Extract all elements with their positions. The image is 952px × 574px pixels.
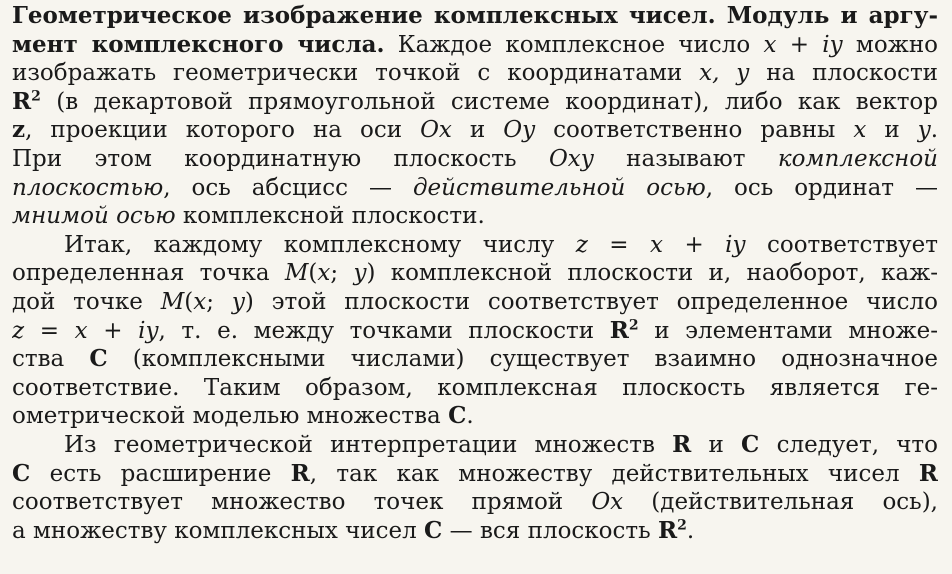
text-run: R — [12, 87, 32, 115]
text-run: + — [776, 31, 823, 58]
text-run: C — [424, 516, 443, 544]
text-run: R — [657, 516, 678, 544]
text-run: Oy — [503, 117, 536, 144]
text-line — [12, 460, 938, 489]
text-line — [12, 31, 938, 60]
text-run: y — [917, 117, 931, 144]
text-line — [12, 317, 938, 346]
text-run: iy — [822, 31, 843, 58]
text-run: ; — [330, 260, 354, 287]
text-run: + — [87, 317, 139, 344]
text-run: R — [918, 459, 938, 487]
text-run: Итак, каждому комплексному числу — [64, 231, 576, 258]
text-run: x — [853, 117, 867, 144]
text-line — [12, 259, 938, 288]
text-run: ) комплексной плоскости и, наоборот, каж- — [366, 260, 938, 287]
text-run: называют — [593, 145, 778, 172]
text-run: а множеству комплексных чисел — [12, 517, 425, 544]
text-run: C — [448, 402, 467, 430]
text-run: R — [609, 316, 629, 344]
text-line — [12, 174, 938, 203]
text-line — [12, 231, 938, 260]
text-run: C — [89, 345, 108, 373]
text-run: соответствует — [745, 231, 938, 258]
text-run: плоскостью — [12, 174, 164, 201]
text-run: При этом координатную плоскость — [12, 145, 549, 172]
text-line — [12, 88, 938, 117]
text-run: Ox — [591, 489, 624, 516]
text-run: (в декартовой прямоугольной системе координат), либо как вектор — [40, 88, 938, 115]
text-run: z — [12, 317, 25, 344]
text-run: следует, что — [759, 431, 938, 458]
text-run: x — [763, 31, 777, 58]
text-line — [12, 202, 938, 231]
text-run: = — [24, 317, 75, 344]
text-run: есть расширение — [30, 460, 291, 487]
text-line — [12, 2, 938, 31]
text-run: 2 — [628, 316, 639, 333]
text-run: Ox — [420, 117, 452, 144]
text-run: , ось ординат — — [705, 174, 938, 201]
text-run: ) этой плоскости соответствует определенное число — [244, 288, 938, 315]
text-run: соответствие. Таким образом, комплексная плоскость является ге- — [12, 374, 938, 401]
text-run: соответствует множество точек прямой — [12, 489, 592, 516]
text-line — [12, 488, 938, 517]
text-run: можно — [842, 31, 938, 58]
text-run: 2 — [31, 88, 41, 105]
text-run: ства — [12, 346, 90, 373]
text-run: — вся плоскость — [442, 517, 658, 544]
text-run: = — [587, 231, 651, 258]
text-run: мнимой осью — [12, 203, 176, 230]
text-line — [12, 116, 938, 145]
text-run: мент комплексного числа. — [12, 30, 385, 58]
text-run: Из геометрической интерпретации множеств — [64, 431, 673, 458]
text-run: x — [650, 231, 663, 258]
text-run: 2 — [677, 517, 687, 534]
text-line — [12, 59, 938, 88]
text-run: z — [12, 116, 26, 144]
text-run: и элементами множе- — [638, 317, 938, 344]
text-run: действительной осью — [412, 174, 706, 201]
text-run: + — [663, 231, 726, 258]
text-run: ( — [308, 260, 318, 287]
text-run: и — [691, 431, 742, 458]
text-run: C — [12, 459, 31, 487]
text-run: x — [317, 260, 331, 287]
text-run: , проекции которого на оси — [25, 117, 421, 144]
text-run: . — [930, 117, 938, 144]
text-run: Каждое комплексное число — [384, 31, 764, 58]
text-run: ( — [184, 288, 194, 315]
text-run: . — [466, 403, 474, 430]
text-run: комплексной — [777, 145, 938, 172]
text-run: iy — [138, 317, 159, 344]
text-run: (действительная ось), — [623, 489, 938, 516]
text-line — [12, 517, 938, 546]
text-run: C — [741, 430, 760, 458]
text-run: R — [672, 430, 692, 458]
text-run: M — [284, 260, 309, 287]
text-run: ометрической моделью множества — [12, 403, 449, 430]
text-line — [12, 402, 938, 431]
text-run: iy — [725, 231, 746, 258]
text-run: , т. е. между точками плоскости — [158, 317, 610, 344]
text-run: и — [451, 117, 504, 144]
text-run: дой точке — [12, 288, 161, 315]
text-run: x — [74, 317, 88, 344]
text-line — [12, 288, 938, 317]
text-line — [12, 345, 938, 374]
text-run: , так как множеству действительных чисел — [309, 460, 919, 487]
text-run: Геометрическое изображение комплексных чисел. Модуль и аргу- — [12, 2, 938, 29]
text-run: y — [231, 288, 245, 315]
text-run: x — [193, 288, 207, 315]
text-run: x, y — [699, 60, 750, 87]
text-run: ; — [206, 288, 232, 315]
text-run: M — [160, 288, 185, 315]
text-run: комплексной плоскости. — [175, 203, 485, 230]
text-run: y — [353, 260, 367, 287]
text-run: z — [575, 231, 588, 258]
text-run: соответственно равны — [535, 117, 854, 144]
text-line — [12, 374, 938, 403]
text-run: (комплексными числами) существует взаимно однозначное — [107, 346, 938, 373]
text-run: и — [866, 117, 918, 144]
text-run: . — [686, 517, 695, 544]
text-line — [12, 431, 938, 460]
text-run: Oxy — [548, 145, 594, 172]
text-run: , ось абсцисс — — [163, 174, 413, 201]
text-run: изображать геометрически точкой с координатами — [12, 60, 700, 87]
text-run: определенная точка — [12, 260, 285, 287]
text-run: R — [290, 459, 310, 487]
text-line — [12, 145, 938, 174]
text-run: на плоскости — [749, 60, 938, 87]
